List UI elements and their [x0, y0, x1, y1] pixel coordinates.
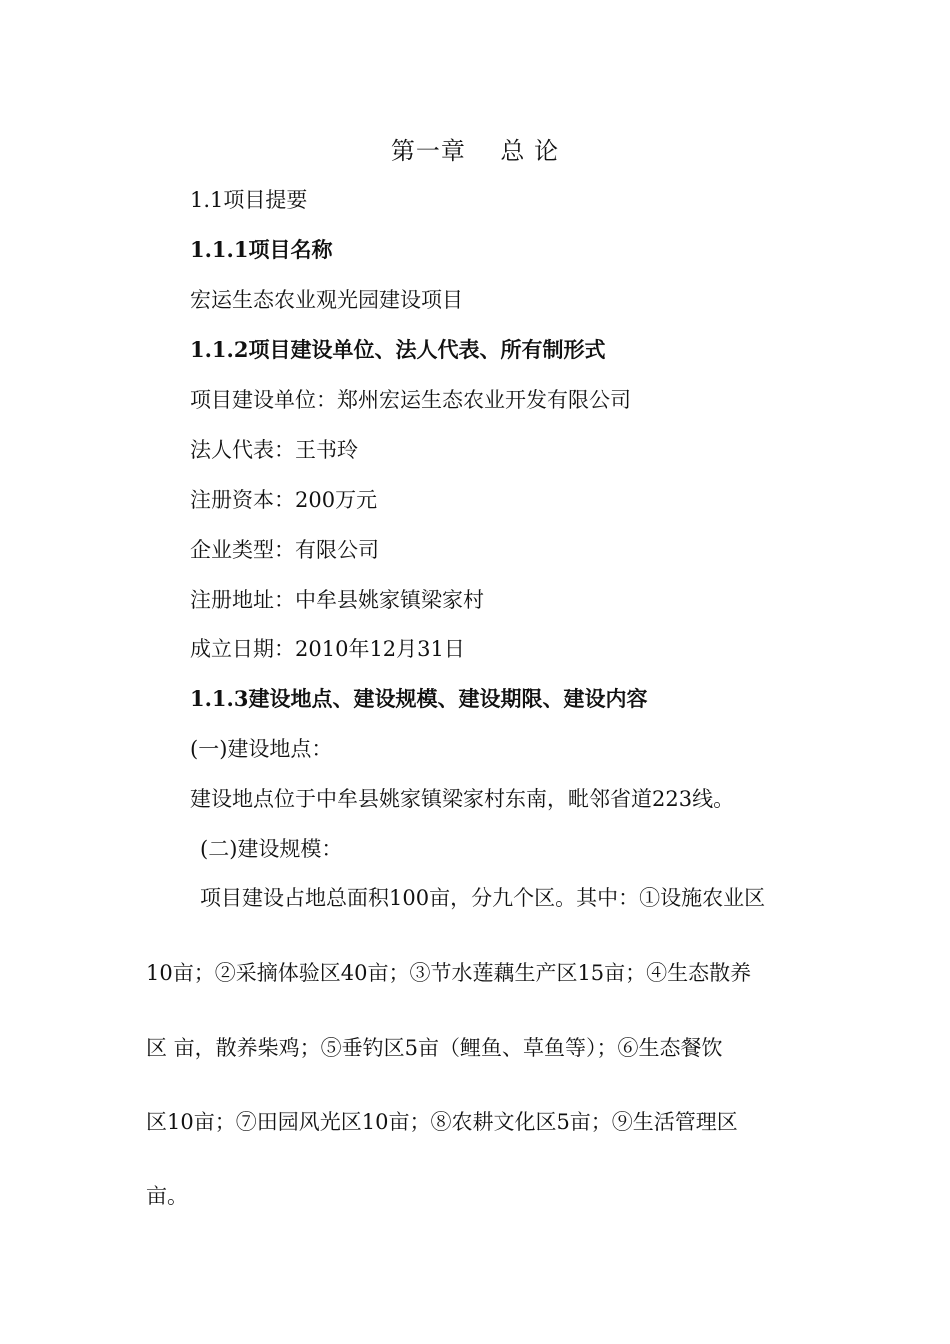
section-heading-1-1: 1.1项目提要 — [190, 188, 308, 212]
subsection-heading-project-name: 1.1.1项目名称 — [190, 237, 333, 262]
chapter-title: 第一章 总 论 — [390, 137, 560, 165]
location-text: 建设地点位于中牟县姚家镇梁家村东南，毗邻省道223线。 — [190, 787, 735, 811]
founded-date-text: 成立日期：2010年12月31日 — [190, 637, 465, 661]
scale-paragraph-line: 亩。 — [146, 1184, 188, 1208]
location-heading: (一)建设地点： — [190, 737, 333, 761]
subsection-heading-unit: 1.1.2项目建设单位、法人代表、所有制形式 — [190, 337, 606, 362]
scale-heading: (二)建设规模： — [200, 837, 343, 861]
project-name-text: 宏运生态农业观光园建设项目 — [190, 288, 463, 312]
company-type-text: 企业类型：有限公司 — [190, 538, 379, 562]
subsection-heading-construction: 1.1.3建设地点、建设规模、建设期限、建设内容 — [190, 686, 648, 711]
scale-paragraph-line: 区 亩，散养柴鸡；⑤垂钓区5亩（鲤鱼、草鱼等）；⑥生态餐饮 — [146, 1036, 723, 1060]
scale-paragraph-line: 10亩；②采摘体验区40亩；③节水莲藕生产区15亩；④生态散养 — [146, 961, 752, 985]
registered-capital-text: 注册资本：200万元 — [190, 488, 378, 512]
legal-representative-text: 法人代表：王书玲 — [190, 438, 358, 462]
scale-paragraph-line: 项目建设占地总面积100亩，分九个区。其中：①设施农业区 — [200, 886, 766, 910]
construction-unit-text: 项目建设单位：郑州宏运生态农业开发有限公司 — [190, 388, 631, 412]
registered-address-text: 注册地址：中牟县姚家镇梁家村 — [190, 588, 484, 612]
scale-paragraph-line: 区10亩；⑦田园风光区10亩；⑧农耕文化区5亩；⑨生活管理区 — [146, 1110, 738, 1134]
